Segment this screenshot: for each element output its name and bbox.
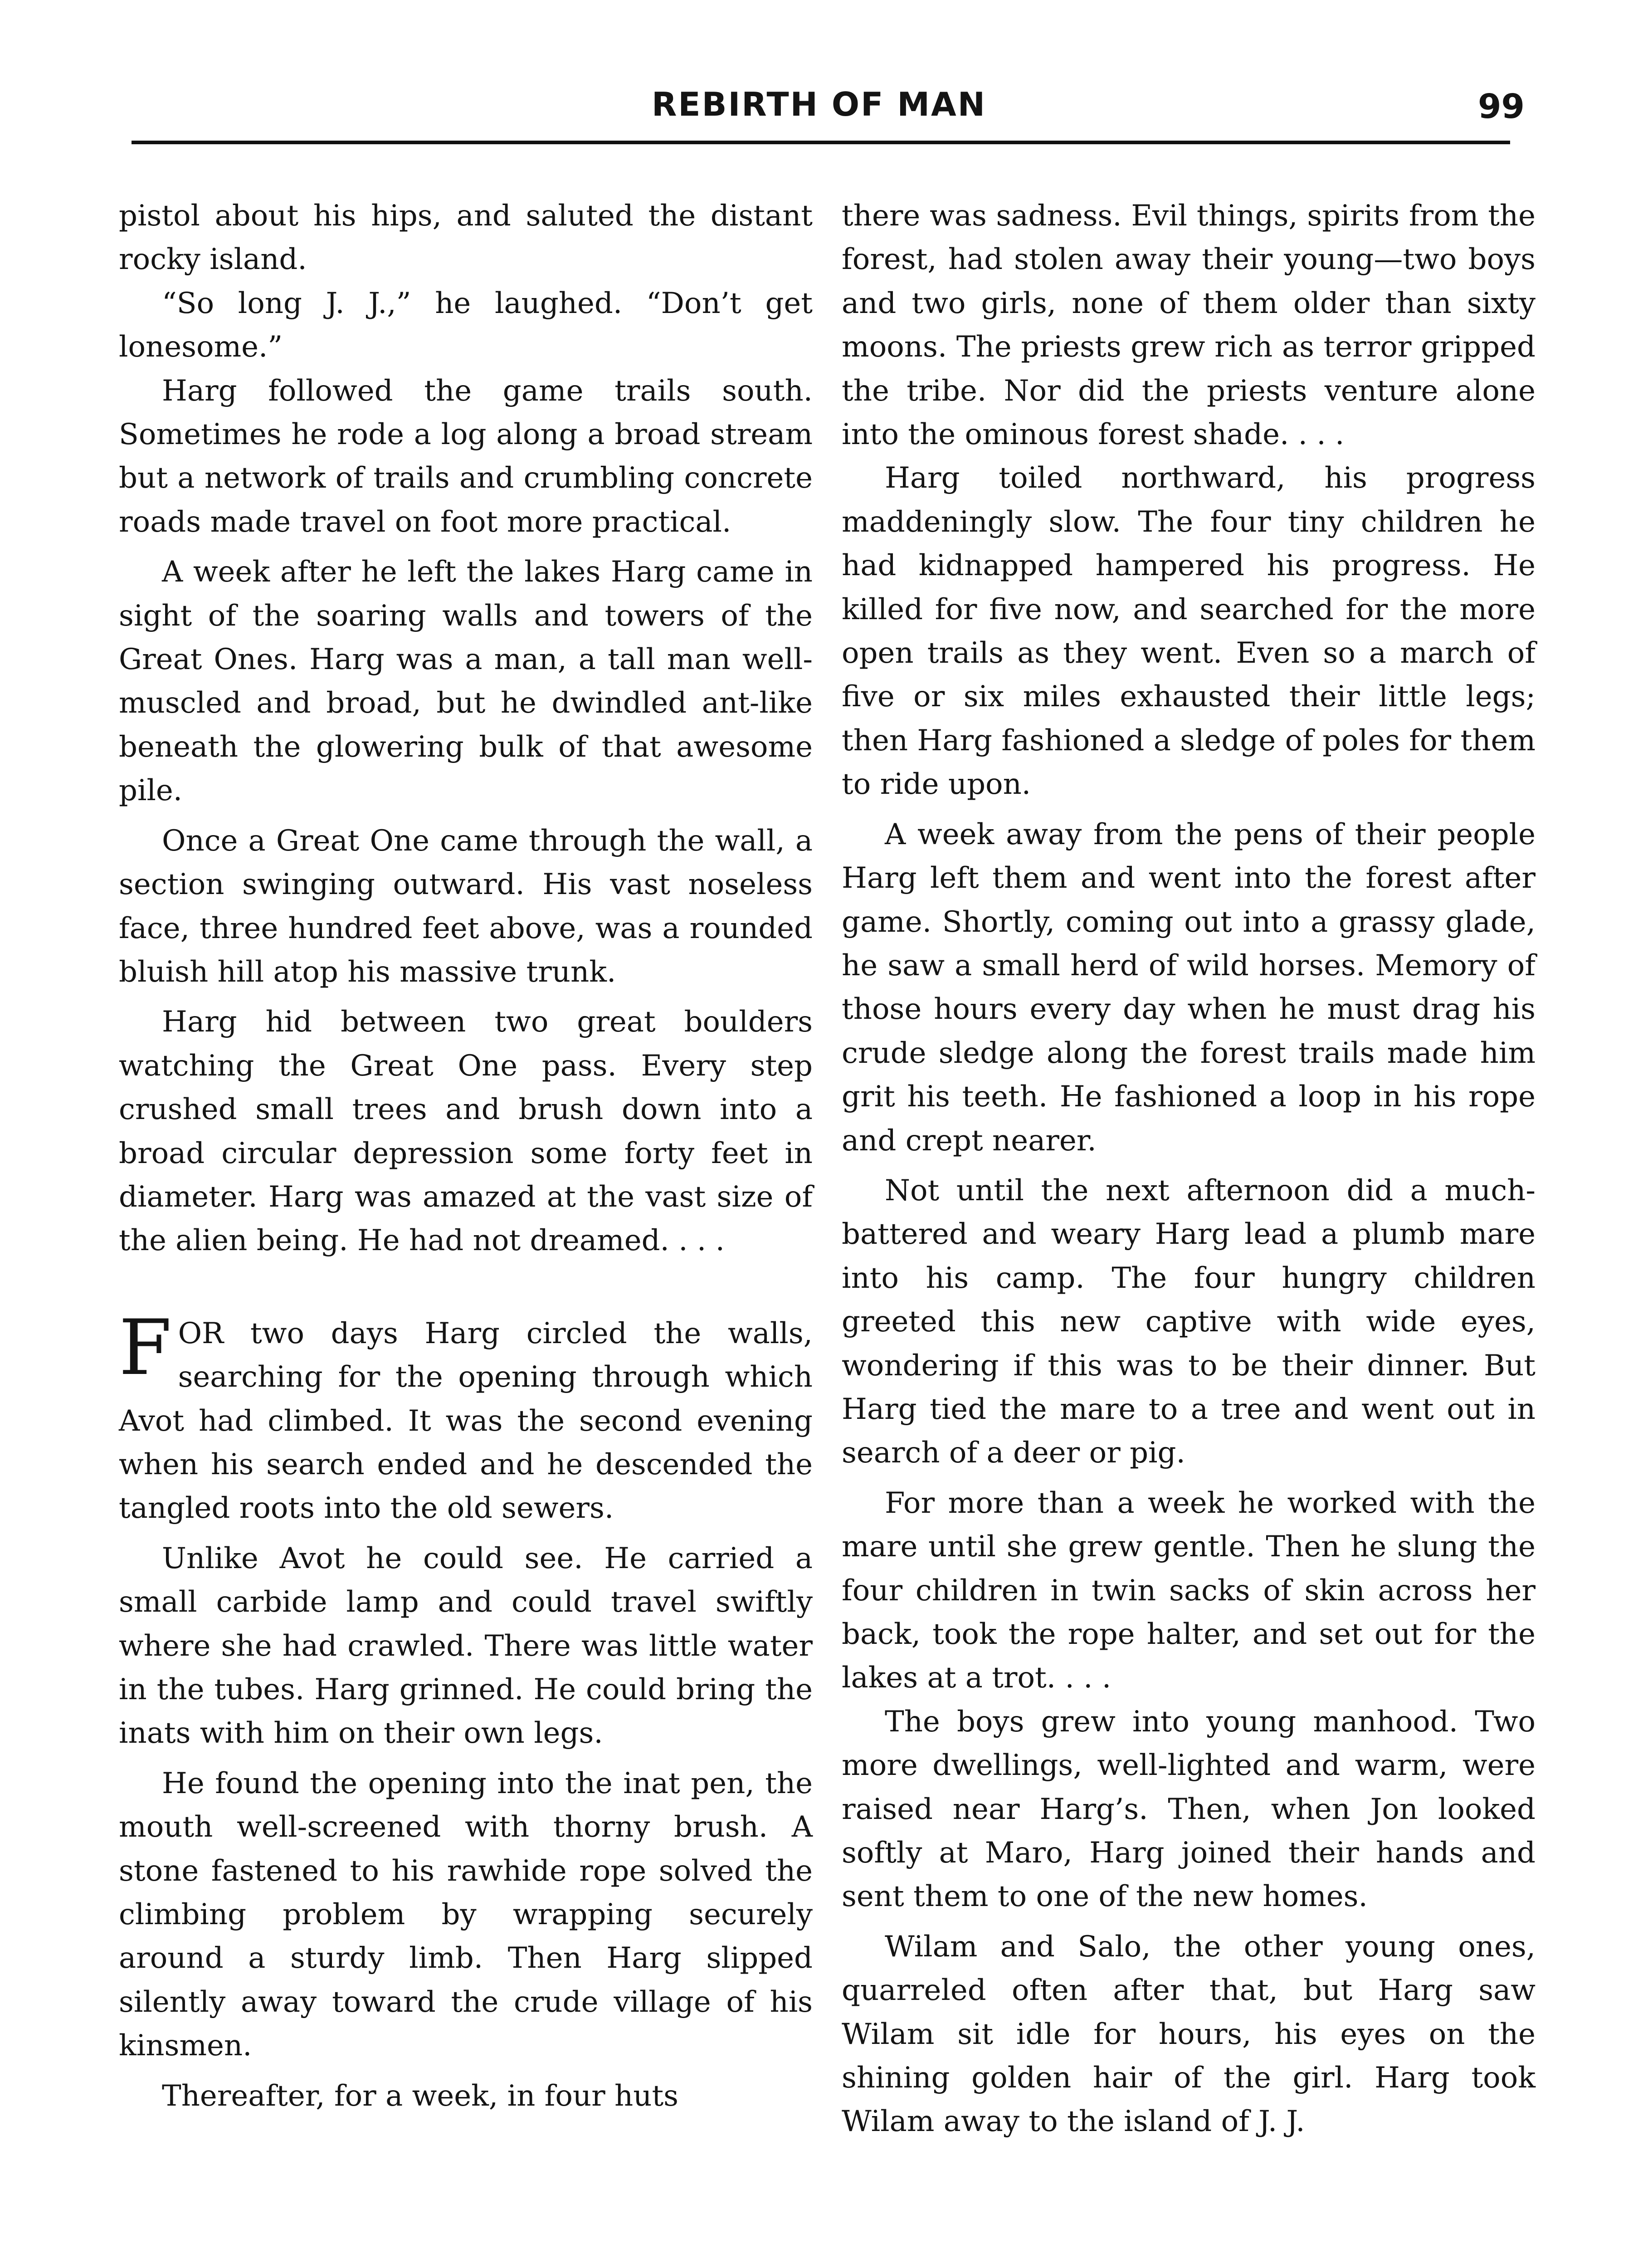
header-rule bbox=[132, 141, 1510, 144]
paragraph: He found the opening into the inat pen, the mouth well-screened with thorny brush. A stone fastened to his rawhide rope solved the climbing problem by wrapping securely around a sturdy limb. Then Harg slipped silently away toward the crude village of his kinsmen. bbox=[119, 1766, 813, 2063]
paragraph: there was sadness. Evil things, spirits from the forest, had stolen away their young—two boys and two girls, none of them older than sixty moons. The priests grew rich as terror gripped the tribe. Nor did the priests venture alone into the ominous forest shade. . . . bbox=[842, 199, 1536, 452]
paragraph: Not until the next afternoon did a much-battered and weary Harg lead a plumb mare into his camp. The four hungry children greeted this new captive with wide eyes, wondering if this was to be their dinner. But Harg tied the mare to a tree and went out in search of a deer or pig. bbox=[842, 1173, 1536, 1470]
paragraph: Unlike Avot he could see. He carried a small carbide lamp and could travel swiftly where she had crawled. There was little water in the tubes. Harg grinned. He could bring the inats with him on their own legs. bbox=[119, 1541, 813, 1750]
paragraph: “So long J. J.,” he laughed. “Don’t get lonesome.” bbox=[119, 286, 813, 364]
paragraph: pistol about his hips, and saluted the distant rocky island. bbox=[119, 199, 813, 277]
paragraph: Thereafter, for a week, in four huts bbox=[162, 2079, 678, 2113]
drop-cap: F bbox=[119, 1303, 172, 1392]
paragraph: Harg followed the game trails south. Sometimes he rode a log along a broad stream but a network of trails and crumbling concrete roads made travel on foot more practical. bbox=[119, 374, 813, 539]
paragraph: Wilam and Salo, the other young ones, quarreled often after that, but Harg saw Wilam sit idle for hours, his eyes on the shining golden hair of the girl. Harg took Wilam away to the island of J. J. bbox=[842, 1930, 1536, 2139]
paragraph: The boys grew into young manhood. Two more dwellings, well-lighted and warm, were raised near Harg’s. Then, when Jon looked softly at Maro, Harg joined their hands and sent them to one of the new homes. bbox=[842, 1705, 1536, 1914]
paragraph: Harg toiled northward, his progress maddeningly slow. The four tiny children he had kidnapped hampered his progress. He killed for five now, and searched for the more open trails as they went. Even so a march of five or six miles exhausted their little legs; then Harg fashioned a sledge of poles for them to ride upon. bbox=[842, 461, 1536, 802]
left-column bbox=[119, 194, 813, 2118]
page-number: 99 bbox=[1478, 87, 1525, 126]
paragraph: Harg hid between two great boulders watching the Great One pass. Every step crushed small trees and brush down into a broad circular depression some forty feet in diameter. Harg was amazed at the vast size of the alien being. He had not dreamed. . . . bbox=[119, 1005, 813, 1258]
running-title: REBIRTH OF MAN bbox=[651, 85, 987, 123]
paragraph: A week away from the pens of their people Harg left them and went into the forest after game. Shortly, coming out into a grassy glade, he saw a small herd of wild horses. Memory of those hours every day when he must drag his crude sledge along the forest trails made him grit his teeth. He fashioned a loop in his rope and crept nearer. bbox=[842, 817, 1536, 1158]
paragraph: Once a Great One came through the wall, a section swinging outward. His vast noseless face, three hundred feet above, was a rounded bluish hill atop his massive trunk. bbox=[119, 824, 813, 989]
right-column bbox=[842, 194, 1536, 2144]
paragraph: A week after he left the lakes Harg came in sight of the soaring walls and towers of the Great Ones. Harg was a man, a tall man well-muscled and broad, but he dwindled ant-like beneath the glowering bulk of that awesome pile. bbox=[119, 555, 813, 808]
paragraph-text: two days Harg circled the walls, searching for the opening through which Avot had climbed. It was the second evening when his search ended and he descended the tangled roots into the old sewers. bbox=[119, 1316, 813, 1525]
section-opening-paragraph bbox=[119, 1303, 813, 1530]
paragraph: For more than a week he worked with the mare until she grew gentle. Then he slung the four children in twin sacks of skin across her back, took the rope halter, and set out for the lakes at a trot. . . . bbox=[842, 1486, 1536, 1695]
drop-cap-continuation: OR bbox=[178, 1316, 224, 1350]
